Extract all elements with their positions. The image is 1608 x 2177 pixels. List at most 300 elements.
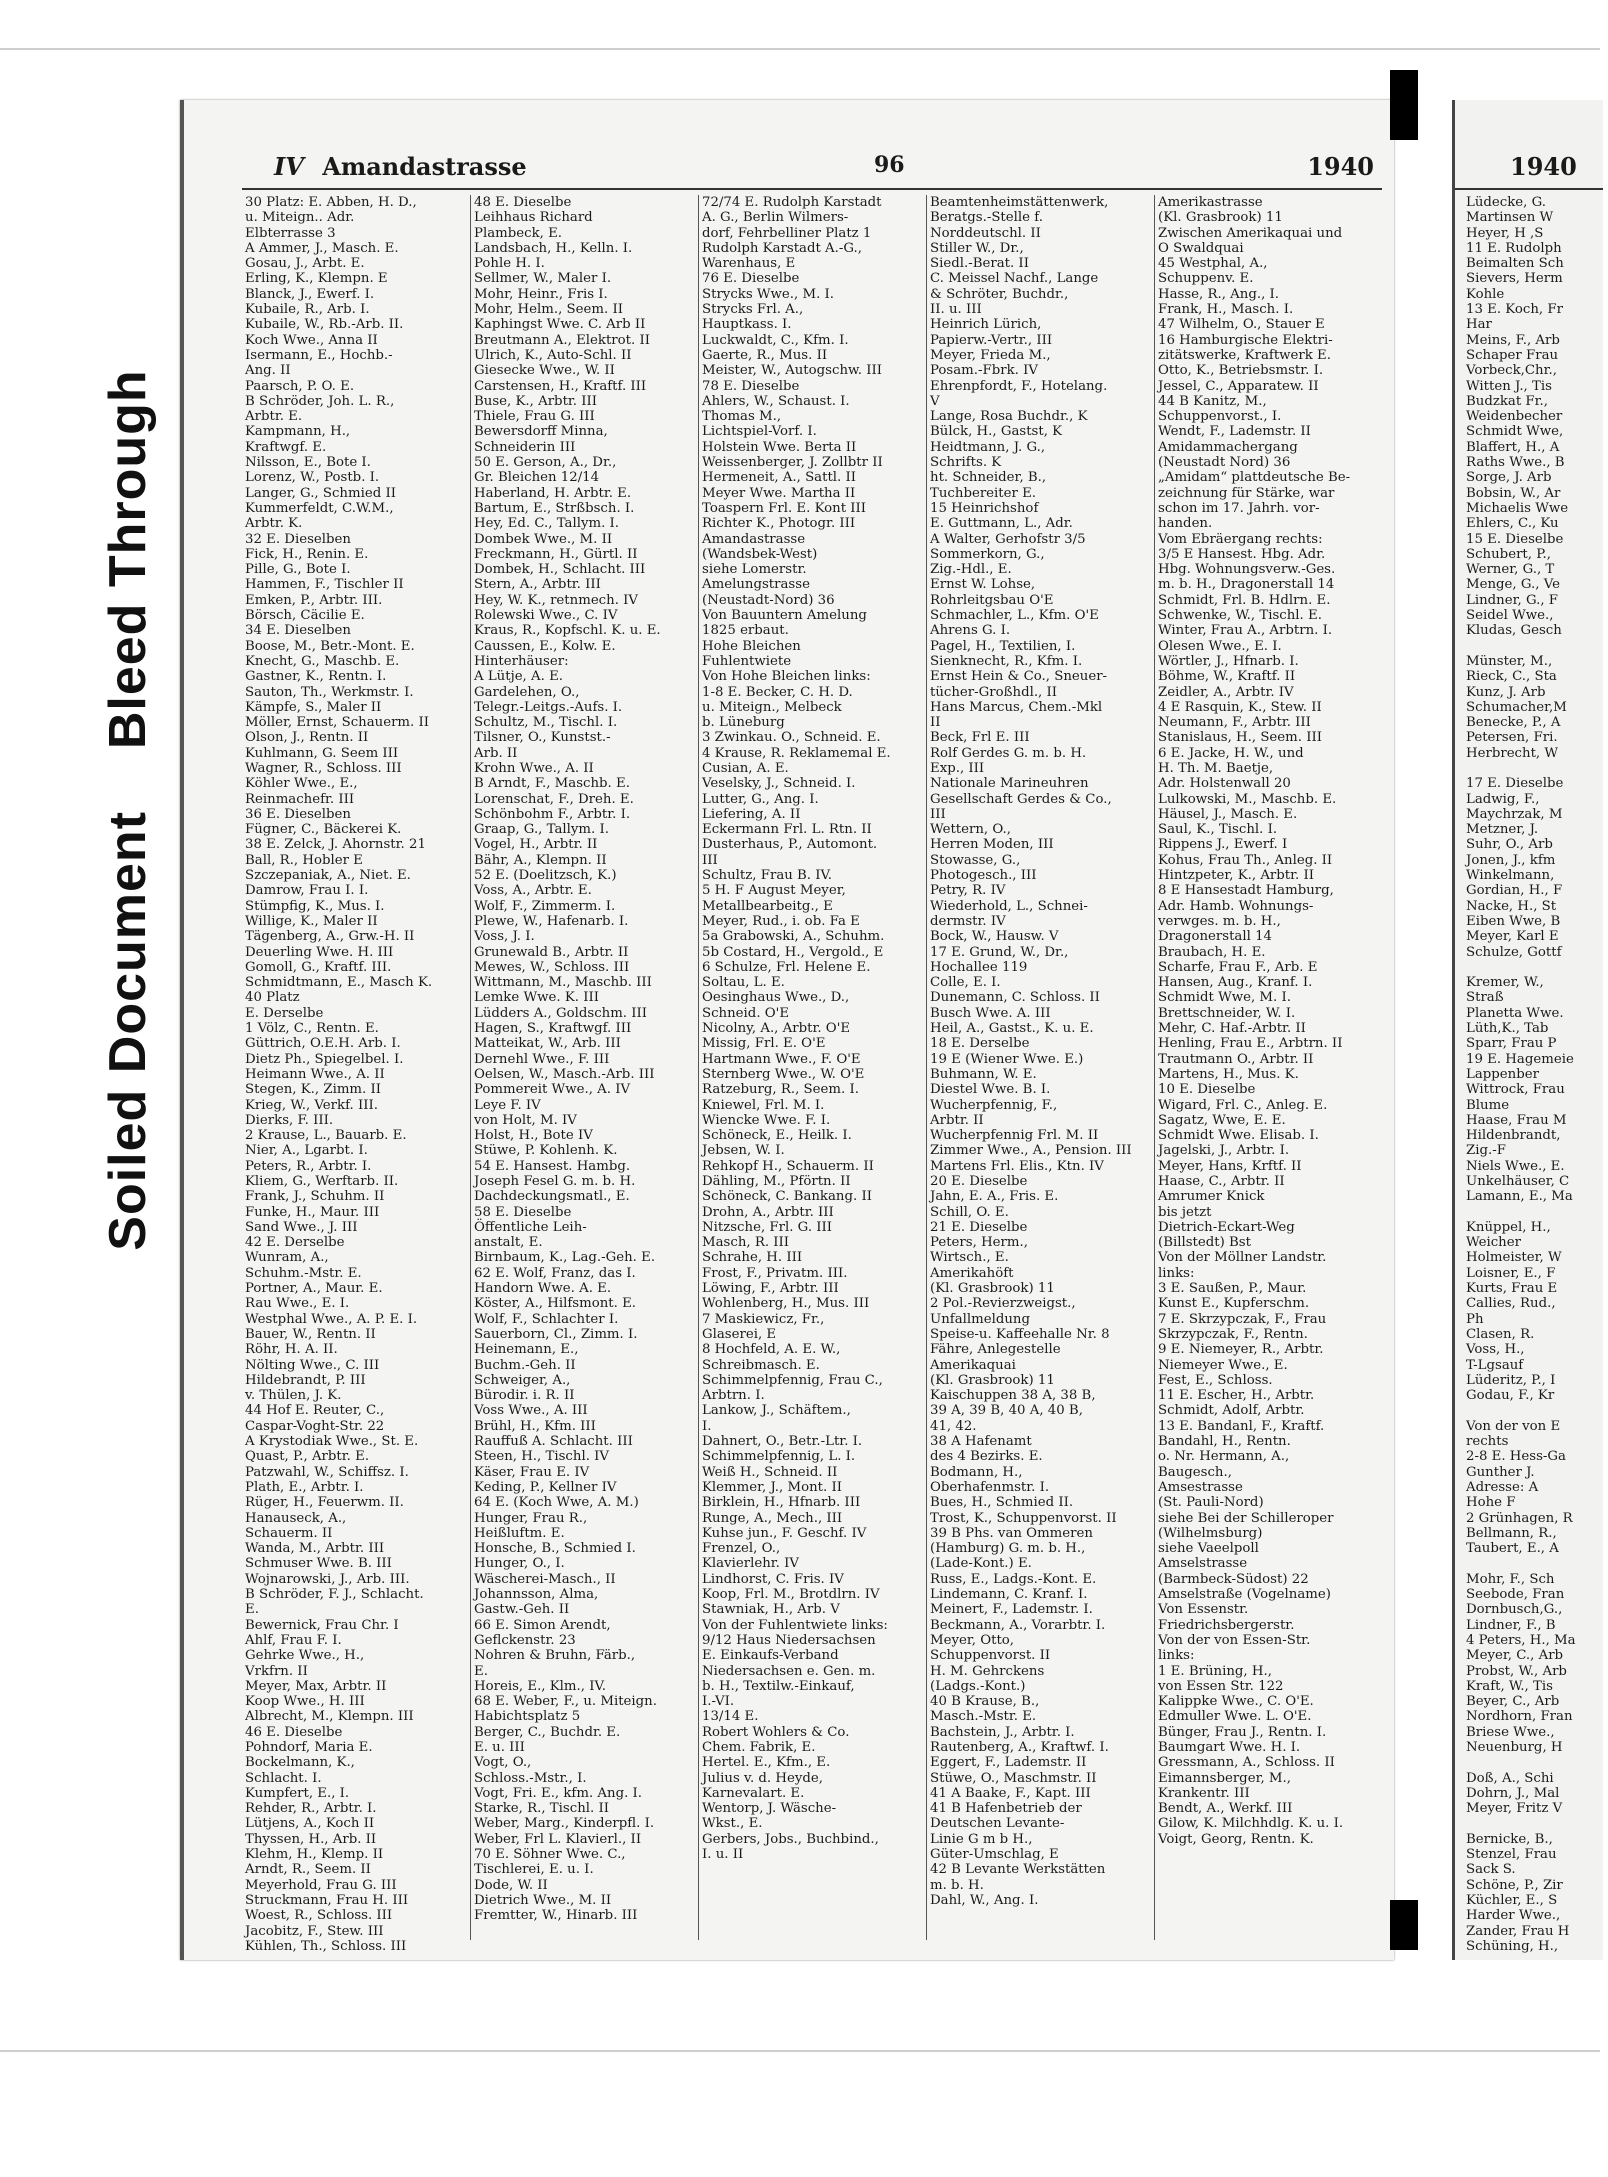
directory-entry: Amerikastrasse — [1158, 195, 1263, 210]
directory-entry: Wettern, O., — [930, 822, 1011, 838]
directory-entry: zitätswerke, Kraftwerk E. — [1158, 347, 1331, 363]
directory-entry: Geflckenstr. 23 — [474, 1632, 576, 1648]
directory-entry: Lange, Rosa Buchdr., K — [930, 409, 1088, 425]
directory-entry: Schultz, M., Tischl. I. — [474, 715, 618, 731]
directory-entry: 42 B Levante Werkstätten — [930, 1862, 1106, 1878]
directory-entry: A. G., Berlin Wilmers- — [702, 210, 849, 226]
next-page-entry: Raths Wwe., B — [1466, 455, 1565, 471]
directory-entry: Klemmer, J., Mont. II — [702, 1479, 842, 1495]
directory-entry: Tägenberg, A., Grw.-H. II — [245, 929, 415, 945]
directory-entry: Karnevalart. E. — [702, 1785, 805, 1801]
directory-entry: Von Essenstr. — [1158, 1602, 1249, 1618]
bleed-word: Bleed — [99, 602, 157, 750]
directory-entry: Jacobitz, F., Stew. III — [245, 1923, 384, 1939]
directory-entry: Habichtsplatz 5 — [474, 1709, 581, 1725]
directory-entry: Fest, E., Schloss. — [1158, 1372, 1273, 1388]
directory-entry: Winter, Frau A., Arbtrn. I. — [1158, 623, 1333, 639]
directory-entry: Luckwaldt, C., Kfm. I. — [702, 332, 849, 348]
directory-entry: Hagen, S., Kraftwgf. III — [474, 1021, 632, 1037]
directory-entry: Busch Wwe. A. III — [930, 1005, 1051, 1021]
next-page-entry: Schmidt Wwe, — [1466, 424, 1564, 440]
next-page-entry — [1463, 1403, 1608, 1418]
directory-entry: Horeis, E., Klm., IV. — [474, 1678, 606, 1694]
directory-entry: Wirtsch., E. — [930, 1250, 1009, 1266]
directory-entry: Papierw.-Vertr., III — [930, 332, 1053, 348]
next-page-entry: Kohle — [1466, 286, 1505, 302]
directory-entry: Albrecht, M., Klempn. III — [245, 1709, 414, 1725]
next-page-entry: Nacke, H., St — [1466, 898, 1557, 914]
directory-entry: Lichtspiel-Vorf. I. — [702, 424, 817, 440]
directory-entry: Joseph Fesel G. m. b. H. — [474, 1174, 636, 1189]
directory-entry: Caspar-Voght-Str. 22 — [245, 1418, 385, 1434]
directory-entry: B Arndt, F., Maschb. E. — [474, 776, 630, 792]
next-page-entry: Beyer, C., Arb — [1466, 1694, 1560, 1710]
directory-entry: Hanauseck, A., — [245, 1510, 347, 1526]
directory-entry: Lüdders A., Goldschm. III — [474, 1005, 648, 1021]
directory-entry: 72/74 E. Rudolph Karstadt — [702, 195, 882, 210]
directory-entry: Veselsky, J., Schneid. I. — [702, 776, 856, 792]
directory-entry: verwges. m. b. H., — [1158, 913, 1281, 929]
directory-entry: Hunger, Frau R., — [474, 1510, 588, 1526]
next-page-entry: Vorbeck,Chr., — [1466, 363, 1557, 379]
directory-entry: Paarsch, P. O. E. — [245, 378, 355, 394]
directory-entry: Hans Marcus, Chem.-Mkl — [930, 699, 1103, 715]
directory-entry: b. H., Textilw.-Einkauf, — [702, 1678, 855, 1694]
directory-entry: 46 E. Dieselbe — [245, 1724, 343, 1740]
next-page-partial — [1452, 100, 1603, 1960]
directory-entry: Hey, Ed. C., Tallym. I. — [474, 516, 620, 532]
directory-entry: Giesecke Wwe., W. II — [474, 363, 615, 379]
directory-entry: Ulrich, K., Auto-Schl. II — [474, 347, 632, 363]
directory-entry: Adr. Hamb. Wohnungs- — [1158, 898, 1314, 914]
soiled-document-text — [98, 369, 158, 1250]
directory-entry: Neumann, F., Arbtr. III — [1158, 715, 1311, 731]
directory-entry: Tischlerei, E. u. I. — [474, 1862, 594, 1878]
next-page-entry: Eiben Wwe, B — [1466, 913, 1561, 929]
directory-entry: Köster, A., Hilfsmont. E. — [474, 1296, 637, 1312]
directory-entry: Kunst E., Kupferschm. — [1158, 1296, 1310, 1312]
directory-entry: 15 Heinrichshof — [930, 500, 1039, 516]
directory-entry: Sternberg Wwe., W. O'E — [702, 1066, 865, 1082]
directory-entry: Zeidler, A., Arbtr. IV — [1158, 684, 1294, 700]
directory-entry: Stüwe, P. Kohlenh. K. — [474, 1143, 618, 1159]
directory-entry: Richter K., Photogr. III — [702, 516, 856, 532]
directory-entry: Von der Möllner Landstr. — [1158, 1250, 1327, 1266]
directory-entry: Speise-u. Kaffeehalle Nr. 8 — [930, 1326, 1110, 1342]
directory-entry: bis jetzt — [1158, 1204, 1212, 1220]
next-page-entry: Suhr, O., Arb — [1466, 837, 1553, 853]
next-page-entry: Münster, M., — [1466, 653, 1553, 669]
volume-number: IV — [274, 152, 304, 181]
soiled-document-label — [88, 300, 168, 1320]
directory-entry: Breutmann A., Elektrot. II — [474, 332, 650, 348]
directory-entry: Deuerling Wwe. H. III — [245, 944, 394, 960]
directory-entry: Stümpfig, K., Mus. I. — [245, 898, 385, 914]
directory-entry: 38 E. Zelck, J. Ahornstr. 21 — [245, 837, 426, 853]
next-page-entry: Meyer, Karl E — [1466, 929, 1559, 945]
directory-entry: siehe Vaeelpoll — [1158, 1541, 1259, 1557]
directory-entry: (Billstedt) Bst — [1158, 1235, 1251, 1251]
next-page-entry: Schulze, Gottf — [1466, 944, 1562, 960]
directory-entry: Hasse, R., Ang., I. — [1158, 286, 1280, 302]
directory-entry: Nationale Marineuhren — [930, 776, 1089, 792]
directory-entry: Fügner, C., Bäckerei K. — [245, 822, 402, 838]
directory-entry: Haberland, H. Arbtr. E. — [474, 485, 632, 501]
directory-entry: Bewernick, Frau Chr. I — [245, 1617, 399, 1633]
directory-entry: Hammen, F., Tischler II — [245, 577, 404, 593]
directory-entry: Meinert, F., Lademstr. I. — [930, 1602, 1093, 1618]
directory-entry: (Ladgs.-Kont.) — [930, 1678, 1026, 1694]
directory-entry: Russ, E., Ladgs.-Kont. E. — [930, 1571, 1097, 1587]
directory-entry: Krankentr. III — [1158, 1785, 1250, 1801]
next-page-entry: Dohrn, J., Mal — [1466, 1785, 1560, 1801]
directory-entry: Bendt, A., Werkf. III — [1158, 1801, 1293, 1817]
next-page-entry: Beimalten Sch — [1466, 256, 1564, 272]
directory-entry: Patzwahl, W., Schiffsz. I. — [245, 1464, 409, 1480]
directory-entry: Leihhaus Richard — [474, 210, 593, 226]
directory-entry: Oberhafenmstr. I. — [930, 1479, 1050, 1495]
directory-entry: Amelungstrasse — [702, 577, 810, 593]
directory-entry: 13/14 E. — [702, 1709, 759, 1725]
directory-entry: Erling, K., Klempn. E — [245, 271, 388, 287]
directory-entry: Güter-Umschlag, E — [930, 1847, 1059, 1863]
directory-entry: Koop, Frl. M., Brotdlrn. IV — [702, 1587, 880, 1603]
directory-entry: Krieg, W., Verkf. III. — [245, 1097, 378, 1113]
directory-entry: Friedrichsbergerstr. — [1158, 1617, 1295, 1633]
directory-entry: Siedl.-Berat. II — [930, 256, 1029, 272]
directory-entry: von Essen Str. 122 — [1158, 1678, 1284, 1694]
directory-entry: Plambeck, E. — [474, 225, 563, 241]
next-page-entry: Knüppel, H., — [1466, 1219, 1551, 1235]
directory-entry: Möller, Ernst, Schauerm. II — [245, 715, 429, 731]
directory-entry: Bachstein, J., Arbtr. I. — [930, 1724, 1075, 1740]
directory-entry: Amerikahöft — [930, 1265, 1014, 1281]
directory-entry: 7 Maskiewicz, Fr., — [702, 1311, 825, 1327]
directory-entry: E. Einkaufs-Verband — [702, 1648, 839, 1664]
next-page-entry — [1463, 1816, 1608, 1831]
directory-entry: II. u. III — [930, 302, 982, 318]
directory-entry: Eimannsberger, M., — [1158, 1770, 1291, 1786]
directory-entry: Gilow, K. Milchhdlg. K. u. I. — [1158, 1816, 1344, 1832]
directory-entry: „Amidam“ plattdeutsche Be- — [1158, 470, 1351, 486]
directory-entry: Schuhm.-Mstr. E. — [245, 1265, 362, 1281]
directory-entry: Wunram, A., — [245, 1250, 329, 1266]
directory-entry: (Neustadt-Nord) 36 — [702, 592, 835, 608]
directory-entry: Bauer, W., Rentn. II — [245, 1326, 376, 1342]
directory-entry: Telegr.-Leitgs.-Aufs. I. — [474, 699, 623, 715]
next-page-entry: Winkelmann, — [1466, 868, 1555, 884]
directory-entry: 2 Krause, L., Bauarb. E. — [245, 1128, 407, 1144]
directory-entry: Frank, H., Masch. I. — [1158, 302, 1294, 318]
directory-entry: Strycks Wwe., M. I. — [702, 286, 835, 302]
directory-entry: Quast, P., Arbtr. E. — [245, 1449, 370, 1465]
directory-entry: Hildebrandt, P. III — [245, 1372, 366, 1388]
directory-entry: Thyssen, H., Arb. II — [245, 1831, 377, 1847]
directory-entry: Gosau, J., Arbt. E. — [245, 256, 365, 272]
directory-entry: Schneid. O'E — [702, 1005, 790, 1021]
directory-entry: Hintzpeter, K., Arbtr. II — [1158, 868, 1314, 884]
directory-entry: Toaspern Frl. E. Kont III — [702, 500, 867, 516]
columns — [242, 195, 1387, 1954]
directory-entry: Rüger, H., Feuerwm. II. — [245, 1495, 404, 1511]
directory-entry: Heil, A., Gastst., K. u. E. — [930, 1021, 1094, 1037]
next-page-entry — [1463, 1556, 1608, 1571]
directory-entry: Bodmann, H., — [930, 1464, 1023, 1480]
directory-entry: Posam.-Fbrk. IV — [930, 363, 1038, 379]
directory-entry: Nilsson, E., Bote I. — [245, 455, 371, 471]
directory-entry: Heidtmann, J. G., — [930, 439, 1046, 455]
directory-entry: A Krystodiak Wwe., St. E. — [245, 1434, 419, 1450]
next-page-entry: Menge, G., Ve — [1466, 577, 1560, 593]
next-page-entry: Michaelis Wwe — [1466, 500, 1569, 516]
directory-entry: Bähr, A., Klempn. II — [474, 852, 607, 868]
scan-edge-bar-bottom — [1390, 1900, 1418, 1950]
directory-entry: Ball, R., Hobler E — [245, 852, 363, 868]
directory-entry: Trautmann O., Arbtr. II — [1158, 1051, 1314, 1067]
next-page-entry: Niels Wwe., E. — [1466, 1158, 1565, 1174]
directory-entry: 4 Krause, R. Reklamemal E. — [702, 745, 891, 761]
directory-entry: 19 E (Wiener Wwe. E.) — [930, 1051, 1084, 1067]
directory-entry: 5b Costard, H., Vergold., E — [702, 944, 884, 960]
next-page-entry: Lappenber — [1466, 1066, 1539, 1082]
directory-entry: Baumgart Wwe. H. I. — [1158, 1739, 1301, 1755]
directory-entry: 62 E. Wolf, Franz, das I. — [474, 1265, 636, 1281]
directory-entry: 13 E. Bandanl, F., Kraftf. — [1158, 1418, 1325, 1434]
directory-entry: Linie G m b H., — [930, 1831, 1033, 1847]
next-page-entry: Blume — [1466, 1097, 1510, 1113]
directory-entry: (St. Pauli-Nord) — [1158, 1495, 1264, 1511]
directory-entry: I.-VI. — [702, 1694, 735, 1710]
directory-entry: Ernst Hein & Co., Sneuer- — [930, 669, 1108, 685]
directory-entry: m. b. H. — [930, 1877, 984, 1893]
next-page-entry: Sack S. — [1466, 1862, 1516, 1878]
next-page-entry: Schüning, H., — [1466, 1938, 1559, 1954]
next-page-entry: Probst, W., Arb — [1466, 1663, 1567, 1679]
directory-entry: Rautenberg, A., Kraftwf. I. — [930, 1739, 1109, 1755]
directory-entry: Arbtr. E. — [245, 409, 303, 425]
directory-entry: Lindhorst, C. Fris. IV — [702, 1571, 844, 1587]
directory-entry: Martens Frl. Elis., Ktn. IV — [930, 1158, 1104, 1174]
next-page-entry: T-Lgsauf — [1466, 1357, 1524, 1373]
directory-entry: Steen, H., Tischl. IV — [474, 1449, 610, 1465]
directory-entry: Vogt, Fri. E., kfm. Ang. I. — [474, 1785, 643, 1801]
next-page-entry: rechts — [1466, 1434, 1509, 1450]
directory-entry: Arbtr. II — [930, 1112, 984, 1128]
page-number: 96 — [874, 152, 905, 178]
directory-entry: Handorn Wwe. A. E. — [474, 1281, 612, 1297]
next-page-entry: Harder Wwe., — [1466, 1908, 1561, 1924]
directory-entry: Frost, F., Privatm. III. — [702, 1265, 848, 1281]
directory-entry: Börsch, Cäcilie E. — [245, 608, 365, 624]
directory-entry: Gardelehen, O., — [474, 684, 580, 700]
next-page-entry: Küchler, E., S — [1466, 1892, 1558, 1908]
directory-entry: Von der von Essen-Str. — [1158, 1632, 1311, 1648]
directory-entry: Masch.-Mstr. E. — [930, 1709, 1037, 1725]
directory-entry: 68 E. Weber, F., u. Miteign. — [474, 1694, 657, 1710]
directory-entry: Amandastrasse — [702, 531, 806, 547]
directory-entry: Niemeyer Wwe., E. — [1158, 1357, 1288, 1373]
directory-entry: Fremtter, W., Hinarb. III — [474, 1908, 638, 1924]
directory-entry: Hartmann Wwe., F. O'E — [702, 1051, 861, 1067]
directory-entry: 8 Hochfeld, A. E. W., — [702, 1342, 841, 1358]
directory-entry: Arb. II — [474, 745, 518, 761]
directory-entry: 54 E. Hansest. Hambg. — [474, 1158, 631, 1174]
directory-entry: Skrzypczak, F., Rentn. — [1158, 1326, 1308, 1342]
directory-entry: Weber, Frl L. Klavierl., II — [474, 1831, 642, 1847]
directory-entry: Hbg. Wohnungsverw.-Ges. — [1158, 562, 1336, 578]
directory-entry: Rehder, R., Arbtr. I. — [245, 1801, 377, 1817]
directory-entry: Hauptkass. I. — [702, 317, 792, 333]
directory-entry: Schimmelpfennig, L. I. — [702, 1449, 856, 1465]
directory-entry: 3/5 E Hansest. Hbg. Adr. — [1158, 546, 1326, 562]
directory-entry: Robert Wohlers & Co. — [702, 1724, 850, 1740]
directory-entry: Nier, A., Lgarbt. I. — [245, 1143, 368, 1159]
directory-entry: Dernehl Wwe., F. III — [474, 1051, 610, 1067]
column-1 — [242, 195, 462, 1954]
directory-entry: zeichnung für Stärke, war — [1158, 485, 1335, 501]
directory-entry: Pagel, H., Textilien, I. — [930, 638, 1076, 654]
directory-entry: A Lütje, A. E. — [474, 669, 564, 685]
directory-entry: Ahlers, W., Schaust. I. — [702, 393, 850, 409]
directory-entry: (Kl. Grasbrook) 11 — [1158, 210, 1283, 226]
directory-entry: Wolf, F., Schlachter I. — [474, 1311, 619, 1327]
directory-entry: Lorenschat, F., Dreh. E. — [474, 791, 634, 807]
directory-entry: O Swaldquai — [1158, 240, 1244, 256]
directory-entry: Dietrich-Eckart-Weg — [1158, 1219, 1295, 1235]
directory-entry: Starke, R., Tischl. II — [474, 1801, 609, 1817]
directory-entry: Peters, R., Arbtr. I. — [245, 1158, 372, 1174]
directory-entry: Pohndorf, Maria E. — [245, 1739, 373, 1755]
directory-entry: Wucherpfennig Frl. M. II — [930, 1128, 1099, 1144]
directory-entry: Hertel. E., Kfm., E. — [702, 1755, 831, 1771]
directory-entry: Petry, R. IV — [930, 883, 1006, 899]
directory-entry: 45 Westphal, A., — [1158, 256, 1268, 272]
next-page-entry: 4 Peters, H., Ma — [1466, 1632, 1576, 1648]
directory-entry: Köhler Wwe., E., — [245, 776, 358, 792]
directory-entry: Wojnarowski, J., Arb. III. — [245, 1571, 410, 1587]
directory-entry: Lütjens, A., Koch II — [245, 1816, 375, 1832]
next-page-entry: Petersen, Fri. — [1466, 730, 1558, 746]
directory-entry: Käser, Frau E. IV — [474, 1464, 590, 1480]
directory-entry: Carstensen, H., Kraftf. III — [474, 378, 647, 394]
directory-entry: Sommerkorn, G., — [930, 546, 1045, 562]
directory-entry: Missig, Frl. E. O'E — [702, 1036, 826, 1052]
directory-entry: Saul, K., Tischl. I. — [1158, 822, 1278, 838]
directory-entry: (Wandsbek-West) — [702, 546, 818, 562]
directory-entry: Meyer Wwe. Martha II — [702, 485, 856, 501]
directory-entry: Otto, K., Betriebsmstr. I. — [1158, 363, 1324, 379]
next-page-entry: Schubert, P., — [1466, 546, 1551, 562]
directory-entry: 7 E. Skrzypczak, F., Frau — [1158, 1311, 1327, 1327]
directory-entry: I. u. II — [702, 1847, 744, 1863]
directory-entry: Rolf Gerdes G. m. b. H. — [930, 745, 1087, 761]
directory-entry: Edmuller Wwe. L. O'E. — [1158, 1709, 1312, 1725]
directory-entry: Wkst., E. — [702, 1816, 763, 1832]
directory-entry: Eckermann Frl. L. Rtn. II — [702, 822, 872, 838]
directory-entry: Rippens J., Ewerf. I — [1158, 837, 1288, 853]
directory-entry: Buchm.-Geh. II — [474, 1357, 576, 1373]
directory-entry: u. Miteign.. Adr. — [245, 210, 355, 226]
directory-entry: Gaerte, R., Mus. II — [702, 347, 828, 363]
directory-entry: C. Meissel Nachf., Lange — [930, 271, 1099, 287]
directory-entry: Wohlenberg, H., Mus. III — [702, 1296, 870, 1312]
directory-entry: Heißluftm. E. — [474, 1525, 565, 1541]
next-page-entry: Meyer, C., Arb — [1466, 1648, 1564, 1664]
next-page-entry: Herbrecht, W — [1466, 745, 1559, 761]
directory-entry: v. Thülen, J. K. — [245, 1388, 342, 1404]
next-page-entry: Stenzel, Frau — [1466, 1847, 1557, 1863]
directory-entry: Sagatz, Wwe, E. E. — [1158, 1112, 1286, 1128]
directory-entry: H. Th. M. Baetje, — [1158, 760, 1274, 776]
directory-entry: Glaserei, E — [702, 1326, 777, 1342]
next-page-entry: Wittrock, Frau — [1466, 1082, 1565, 1098]
next-page-entry: Seidel Wwe., — [1466, 608, 1554, 624]
directory-entry: Julius v. d. Heyde, — [702, 1770, 823, 1786]
directory-entry: 41, 42. — [930, 1418, 977, 1434]
directory-entry: Schneiderin III — [474, 439, 576, 455]
directory-entry: Graap, G., Tallym. I. — [474, 822, 609, 838]
directory-entry: 41 A Baake, F., Kapt. III — [930, 1785, 1091, 1801]
directory-entry: Heinemann, E., — [474, 1342, 579, 1358]
directory-entry: Nitzsche, Frl. G. III — [702, 1219, 833, 1235]
directory-entry: Emken, P., Arbtr. III. — [245, 592, 383, 608]
directory-entry: Wigard, Frl. C., Anleg. E. — [1158, 1097, 1328, 1113]
directory-entry: m. b. H., Dragonerstall 14 — [1158, 577, 1335, 593]
directory-entry: Wiederhold, L., Schnei- — [930, 898, 1088, 914]
directory-entry: Amrumer Knick — [1158, 1189, 1265, 1205]
directory-entry: 9/12 Haus Niedersachsen — [702, 1632, 876, 1648]
directory-entry: Keding, P., Kellner IV — [474, 1479, 617, 1495]
directory-entry: Krohn Wwe., A. II — [474, 760, 594, 776]
next-page-entry: Jonen, J., kfm — [1466, 852, 1556, 868]
directory-entry: Oesinghaus Wwe., D., — [702, 990, 850, 1006]
next-page-entry: Kunz, J. Arb — [1466, 684, 1546, 700]
directory-entry: links: — [1158, 1648, 1195, 1664]
directory-entry: Freckmann, H., Gürtl. II — [474, 546, 638, 562]
next-page-entry: Nordhorn, Fran — [1466, 1709, 1573, 1725]
directory-entry: Herren Moden, III — [930, 837, 1054, 853]
next-page-entry: Martinsen W — [1466, 210, 1554, 226]
next-page-entry: Metzner, J. — [1466, 822, 1539, 838]
document-word: Document — [99, 810, 157, 1074]
directory-entry: Jahn, E. A., Fris. E. — [930, 1189, 1059, 1205]
directory-entry: Landsbach, H., Kelln. I. — [474, 240, 633, 256]
column-2 — [470, 195, 691, 1940]
directory-entry: E. — [474, 1663, 488, 1679]
directory-entry: Von Bauuntern Amelung — [702, 608, 867, 624]
directory-entry: 44 B Kanitz, M., — [1158, 393, 1267, 409]
next-page-entry: Planetta Wwe. — [1466, 1005, 1564, 1021]
directory-entry: (Neustadt Nord) 36 — [1158, 455, 1291, 471]
directory-entry: Böhme, W., Kraftf. II — [1158, 669, 1296, 685]
next-page-entry: Sparr, Frau P — [1466, 1036, 1557, 1052]
directory-entry: Plewe, W., Hafenarb. I. — [474, 913, 629, 929]
directory-entry: Tuchbereiter E. — [930, 485, 1037, 501]
next-page-entry: Weidenbecher — [1466, 409, 1563, 425]
directory-entry: Peters, Herm., — [930, 1235, 1028, 1251]
directory-entry: Weiß H., Schneid. II — [702, 1464, 838, 1480]
next-page-entry: Schaper Frau — [1466, 347, 1559, 363]
next-page-entry: Mohr, F., Sch — [1466, 1571, 1555, 1587]
directory-entry: Schuppenvorst., I. — [1158, 409, 1282, 425]
directory-entry: Schmachler, L., Kfm. O'E — [930, 608, 1099, 624]
next-page-entry — [1463, 1755, 1608, 1770]
directory-entry: Adr. Holstenwall 20 — [1158, 776, 1291, 792]
directory-entry: E. — [245, 1602, 259, 1618]
directory-entry: Schöneck, C. Bankang. II — [702, 1189, 872, 1205]
directory-entry: (Hamburg) G. m. b. H., — [930, 1541, 1086, 1557]
next-page-entry — [1463, 639, 1608, 654]
